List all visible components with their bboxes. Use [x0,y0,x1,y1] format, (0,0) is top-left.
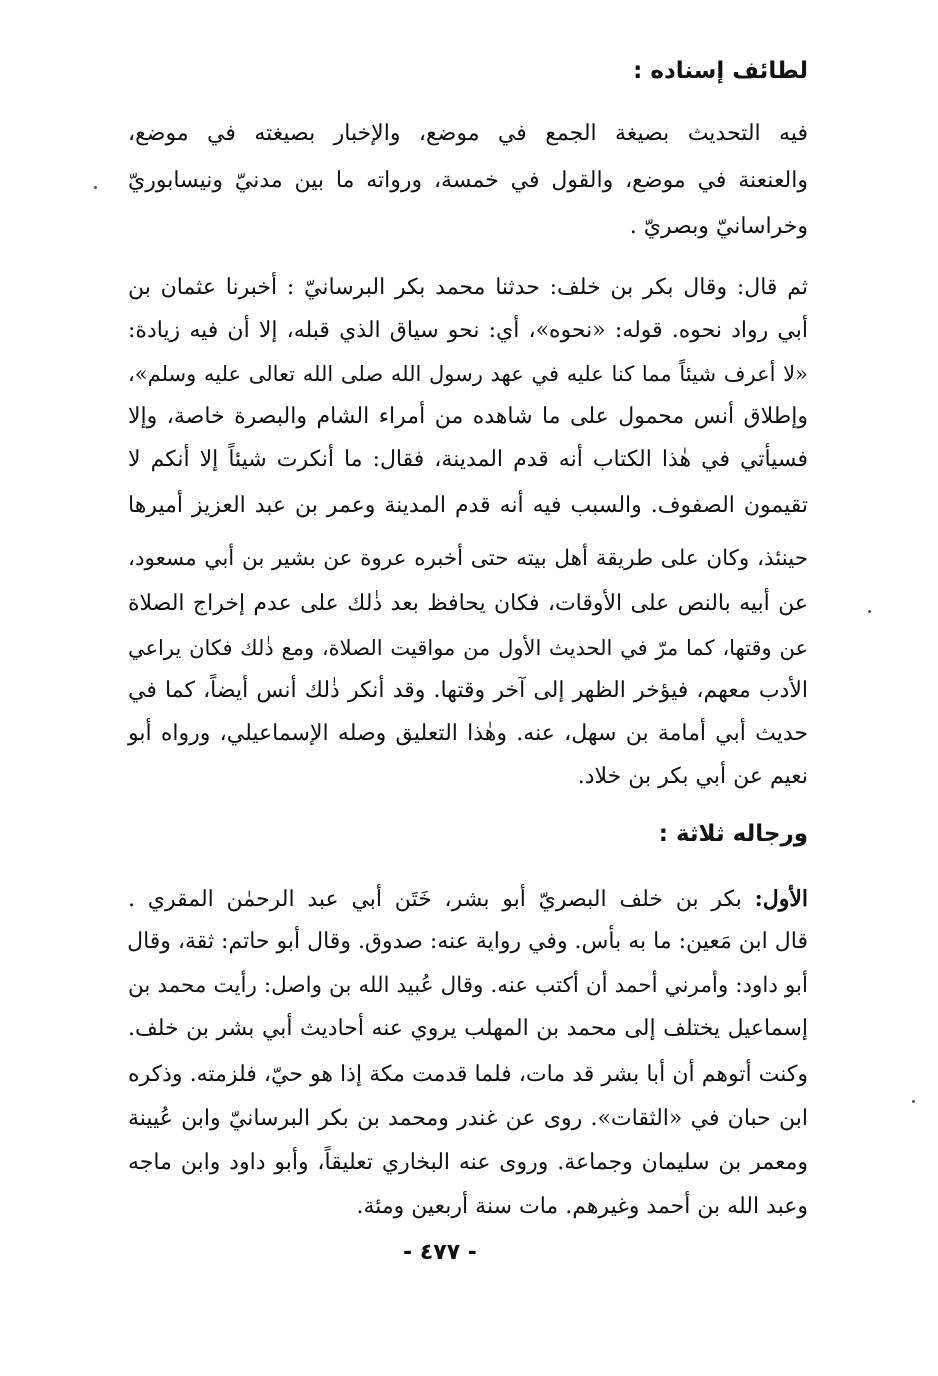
scan-speck [94,186,97,189]
text-line: وعبد الله بن أحمد وغيرهم. مات سنة أربعين ومئة. [356,1194,808,1219]
page-number: - ٤٧٧ - [403,1240,477,1265]
text-line: ابن حبان في «الثقات». روى عن غندر ومحمد بن بكر البرسانيّ وابن عُيينة [128,1106,808,1131]
scan-speck [868,610,871,613]
text-line: نعيم عن أبي بكر بن خلاد. [577,764,808,789]
text-line: عن أبيه بالنص على الأوقات، فكان يحافظ بعد ذٰلك على عدم إخراج الصلاة [128,591,808,616]
text-line: حينئذ، وكان على طريقة أهل بيته حتى أخبره عروة عن بشير بن أبي مسعود، [128,546,808,571]
text-line: تقيمون الصفوف. والسبب فيه أنه قدم المدينة وعمر بن عبد العزيز أميرها [128,493,808,518]
section-heading-isnad: لطائف إسناده : [633,58,808,84]
text-line: قال ابن مَعين: ما به بأس. وفي رواية عنه: صدوق. وقال أبو حاتم: ثقة، وقال [127,929,808,954]
text-line: إسماعيل يختلف إلى محمد بن المهلب يروي عنه أحاديث أبي بشر بن خلف. [128,1016,808,1041]
text-line: وكنت أتوهم أن أبا بشر قد مات، فلما قدمت مكة إذا هو حيّ، فلزمته. وذكره [128,1062,808,1087]
text-line: فيه التحديث بصيغة الجمع في موضع، والإخبار بصيغته في موضع، [128,121,808,146]
text-line: ثم قال: وقال بكر بن خلف: حدثنا محمد بكر البرسانيّ : أخبرنا عثمان بن [128,275,808,300]
text-line: أبي رواد نحوه. قوله: «نحوه»، أي: نحو سياق الذي قبله، إلا أن فيه زيادة: [128,318,808,343]
narrator-label: الأول: [754,886,808,912]
text-line: وخراسانيّ وبصريّ . [629,214,808,239]
text-line: أبو داود: وأمرني أحمد أن أكتب عنه. وقال عُبيد الله بن واصل: رأيت محمد بن [128,973,808,998]
text-line: الأدب معهم، فيؤخر الظهر إلى آخر وقتها. وقد أنكر ذٰلك أنس أيضاً، كما في [128,678,808,703]
text-line: عن وقتها، كما مرّ في الحديث الأول من مواقيت الصلاة، ومع ذٰلك فكان يراعي [128,636,808,660]
text-line: «لا أعرف شيئاً مما كنا عليه في عهد رسول الله صلى الله تعالى عليه وسلم»، [128,362,808,386]
text-line: حديث أبي أمامة بن سهل، عنه. وهٰذا التعليق وصله الإسماعيلي، ورواه أبو [128,721,808,746]
text-line: فسيأتي في هٰذا الكتاب أنه قدم المدينة، فقال: ما أنكرت شيئاً إلا أنكم لا [128,447,808,472]
section-heading-rijal: ورجاله ثلاثة : [658,821,808,847]
text-line-first-narrator [128,884,808,915]
narrator-description: بكر بن خلف البصريّ أبو بشر، خَتَن أبي عبد الرحمٰن المقري . [128,887,755,912]
text-line: وإطلاق أنس محمول على ما شاهده من أمراء الشام والبصرة خاصة، وإلا [128,404,808,429]
text-line: ومعمر بن سليمان وجماعة. وروى عنه البخاري تعليقاً، وأبو داود وابن ماجه [128,1150,808,1175]
scan-speck [912,1100,915,1103]
text-line: والعنعنة في موضع، والقول في خمسة، ورواته ما بين مدنيّ ونيسابوريّ [128,168,808,193]
